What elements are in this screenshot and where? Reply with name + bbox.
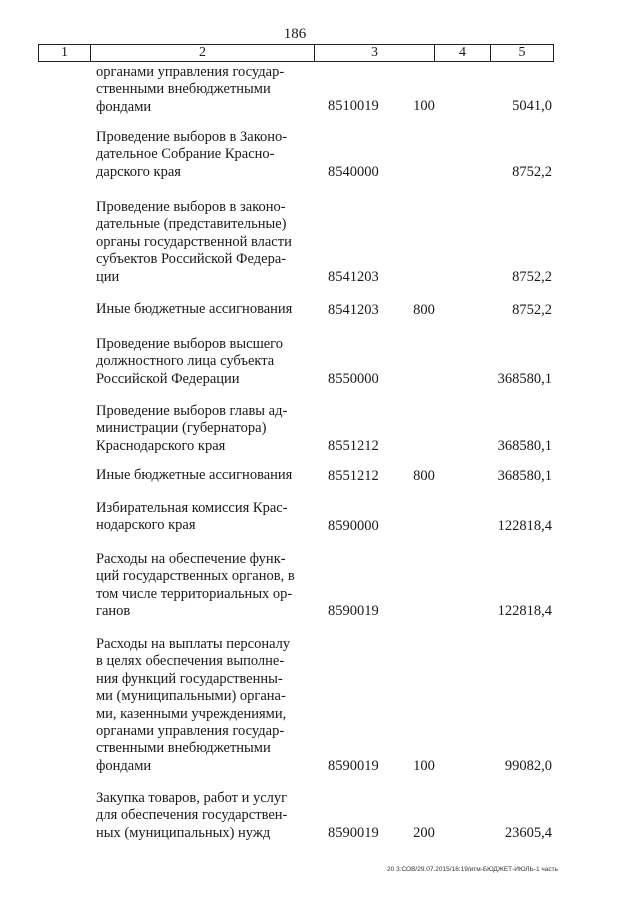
row-amount: 8752,2: [512, 268, 552, 285]
row-amount: 368580,1: [497, 370, 552, 387]
row-name: Расходы на обеспечение функ- ций государственных органов, в том числе территориальных ор- ганов: [96, 551, 295, 620]
row-name: Иные бюджетные ассигнования: [96, 301, 293, 317]
row-amount: 368580,1: [497, 467, 552, 484]
row-name: органами управления государ- ственными внебюджетными фондами: [96, 64, 285, 115]
row-amount: 8752,2: [512, 301, 552, 318]
row-type: 200: [413, 824, 435, 841]
row-amount: 122818,4: [497, 517, 552, 534]
row-amount: 23605,4: [504, 824, 552, 841]
table-header: [38, 44, 554, 62]
row-code: 8590019: [328, 824, 379, 841]
table-row: [0, 500, 640, 535]
row-type: 800: [413, 467, 435, 484]
row-code: 8551212: [328, 467, 379, 484]
table-row: [0, 301, 640, 319]
column-header-1: 1: [39, 45, 91, 61]
row-code: 8541203: [328, 301, 379, 318]
document-footer-note: 20 3:СОВ/29.07.2015/16:19/итм-БЮДЖЕТ-ИЮЛЬ-1 часть: [387, 866, 558, 873]
row-amount: 5041,0: [512, 97, 552, 114]
table-row: [0, 336, 640, 388]
row-amount: 368580,1: [497, 437, 552, 454]
row-name: Проведение выборов высшего должностного лица субъекта Российской Федерации: [96, 336, 284, 387]
column-header-5: 5: [518, 45, 526, 60]
row-name: Проведение выборов главы ад- министрации (губернатора) Краснодарского края: [96, 403, 288, 454]
page-number: 186: [283, 26, 307, 42]
table-row: [0, 467, 640, 485]
column-header-4: 4: [435, 45, 491, 61]
row-type: 100: [413, 757, 435, 774]
table-row: [0, 551, 640, 620]
table-row: [0, 129, 640, 181]
table-row: [0, 636, 640, 775]
column-header-3: 3: [315, 45, 435, 61]
row-name: Расходы на выплаты персоналу в целях обеспечения выполне- ния функций государственны- ми (муниципальными) органа- ми, казенными учреждениями, органами управления государ- ственными внебюджетными фондами: [96, 636, 291, 774]
row-amount: 99082,0: [504, 757, 552, 774]
row-type: 800: [413, 301, 435, 318]
row-code: 8590000: [328, 517, 379, 534]
row-amount: 8752,2: [512, 163, 552, 180]
row-name: Проведение выборов в Законо- дательное Собрание Красно- дарского края: [96, 129, 288, 180]
row-code: 8540000: [328, 163, 379, 180]
row-name: Проведение выборов в законо- дательные (представительные) органы государственной власти субъектов Российской Федера- ции: [96, 199, 292, 285]
row-name: Избирательная комиссия Крас- нодарского края: [96, 500, 288, 534]
row-amount: 122818,4: [497, 602, 552, 619]
row-name: Иные бюджетные ассигнования: [96, 467, 293, 483]
table-row: [0, 199, 640, 286]
row-code: 8541203: [328, 268, 379, 285]
row-code: 8550000: [328, 370, 379, 387]
row-name: Закупка товаров, работ и услуг для обеспечения государствен- ных (муниципальных) нужд: [96, 790, 288, 841]
row-code: 8551212: [328, 437, 379, 454]
column-header-2: 2: [91, 45, 315, 61]
row-type: 100: [413, 97, 435, 114]
table-row: [0, 403, 640, 455]
row-code: 8590019: [328, 757, 379, 774]
table-row: [0, 64, 640, 115]
row-code: 8510019: [328, 97, 379, 114]
row-code: 8590019: [328, 602, 379, 619]
table-row: [0, 790, 640, 842]
